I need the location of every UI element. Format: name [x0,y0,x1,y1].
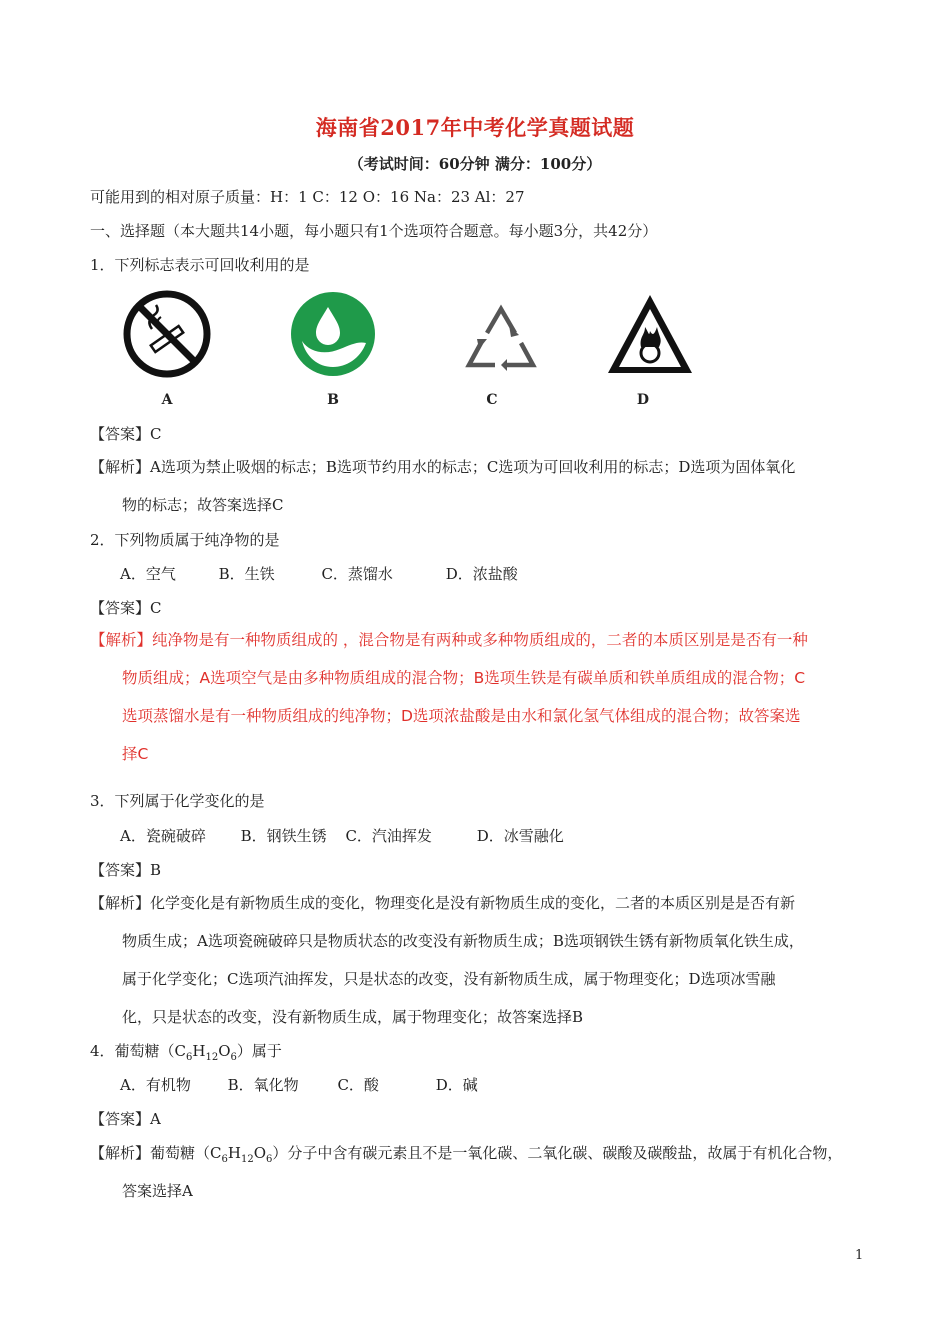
option-c: C．酸 [337,1076,379,1094]
question-3-options [120,826,604,846]
option-c: C．汽油挥发 [345,827,432,845]
formula-subscript: 6 [186,1052,193,1063]
option-b: B．氧化物 [227,1076,299,1094]
formula-element: H [192,1042,206,1060]
no-smoking-icon [122,289,212,379]
option-d: D．碱 [435,1076,478,1094]
question-2-analysis-line: 物质组成；A选项空气是由多种物质组成的混合物；B选项生铁是有碳单质和铁单质组成的混合物；C [122,669,806,687]
question-3-analysis-line: 【解析】化学变化是有新物质生成的变化，物理变化是没有新物质生成的变化，二者的本质区别是是否有新 [90,894,796,912]
formula-element: O [253,1144,266,1162]
formula-subscript: 6 [230,1052,237,1063]
option-b: B．钢铁生锈 [240,827,327,845]
stem-text: 4．葡萄糖（C [90,1042,187,1060]
question-3-answer: 【答案】B [90,861,162,879]
option-d: D．冰雪融化 [476,827,564,845]
question-1-answer: 【答案】C [90,425,162,443]
question-2-stem: 2．下列物质属于纯净物的是 [90,531,280,549]
question-3-analysis-line: 属于化学变化；C选项汽油挥发，只是状态的改变，没有新物质生成，属于物理变化；D选项冰雪融 [122,970,776,988]
atomic-masses: 可能用到的相对原子质量：H：1 C：12 O：16 Na：23 Al：27 [90,188,525,206]
question-4-stem [90,1041,282,1068]
oxidizer-warning-icon [605,291,695,381]
option-a: A．空气 [120,565,176,583]
question-3-analysis-line: 化，只是状态的改变，没有新物质生成，属于物理变化；故答案选择B [122,1008,584,1026]
symbol-label-d: D [636,392,650,408]
formula-element: H [227,1144,241,1162]
question-4-answer: 【答案】A [90,1110,161,1128]
question-4-analysis-line: 答案选择A [122,1182,193,1200]
symbol-label-b: B [327,392,339,408]
formula-subscript: 12 [240,1154,254,1165]
water-saving-icon [288,289,378,379]
question-4-options [120,1075,518,1095]
stem-text: ）属于 [236,1042,282,1060]
recycle-icon [457,293,547,383]
page-number: 1 [855,1248,864,1263]
formula-subscript: 12 [205,1052,219,1063]
section-header: 一、选择题（本大题共14小题，每小题只有1个选项符合题意。每小题3分，共42分） [90,222,658,240]
question-2-answer: 【答案】C [90,599,162,617]
question-2-analysis-line: 择C [122,745,149,763]
option-a: A．瓷碗破碎 [120,827,206,845]
option-c: C．蒸馏水 [321,565,393,583]
exam-info: （考试时间：60分钟 满分：100分） [348,155,602,173]
formula-subscript: 6 [266,1154,273,1165]
question-1-analysis-line: 物的标志；故答案选择C [122,496,284,514]
analysis-text: ）分子中含有碳元素且不是一氧化碳、二氧化碳、碳酸及碳酸盐，故属于有机化合物， [272,1144,843,1162]
symbol-label-c: C [486,392,498,408]
page-title: 海南省2017年中考化学真题试题 [315,115,635,140]
option-b: B．生铁 [218,565,275,583]
formula-subscript: 6 [221,1154,228,1165]
question-1-analysis-line: 【解析】A选项为禁止吸烟的标志；B选项节约用水的标志；C选项为可回收利用的标志；D选项为固体氧化 [90,458,796,476]
option-a: A．有机物 [120,1076,191,1094]
question-4-analysis-line [90,1143,842,1170]
question-1-stem: 1．下列标志表示可回收利用的是 [90,256,310,274]
symbol-label-a: A [161,392,173,408]
question-3-analysis-line: 物质生成；A选项瓷碗破碎只是物质状态的改变没有新物质生成；B选项钢铁生锈有新物质氧化铁生成， [122,932,804,950]
question-2-options [120,564,558,584]
formula-element: O [218,1042,231,1060]
question-2-analysis-line: 【解析】纯净物是有一种物质组成的 ，混合物是有两种或多种物质组成的，二者的本质区别是是否有一种 [90,631,808,649]
question-2-analysis-line: 选项蒸馏水是有一种物质组成的纯净物；D选项浓盐酸是由水和氯化氢气体组成的混合物；故答案选 [122,707,801,725]
question-3-stem: 3．下列属于化学变化的是 [90,792,265,810]
option-d: D．浓盐酸 [445,565,518,583]
analysis-text: 【解析】葡萄糖（C [90,1144,222,1162]
